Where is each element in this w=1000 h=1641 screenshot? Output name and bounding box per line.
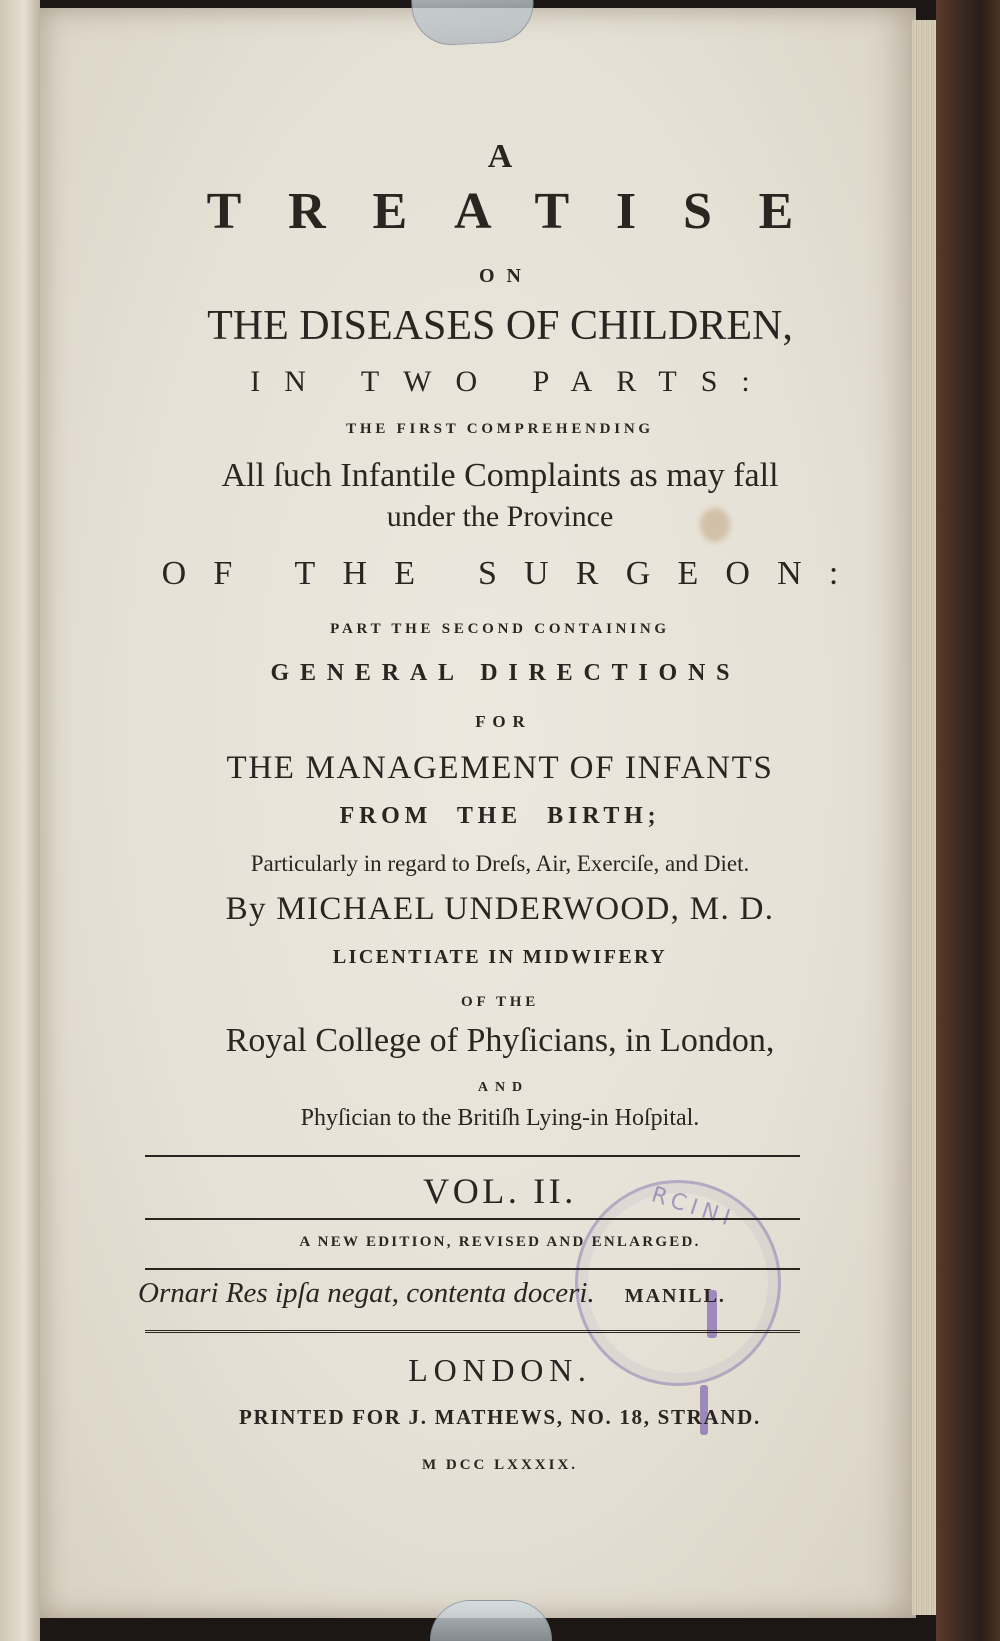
rule-above-motto xyxy=(145,1268,800,1270)
rule-below-volume xyxy=(145,1218,800,1220)
title-college: Royal College of Phyſicians, in London, xyxy=(225,1022,775,1059)
title-volume: VOL. II. xyxy=(423,1171,577,1211)
title-year: M DCC LXXXIX. xyxy=(421,1457,579,1473)
page-clip-bottom xyxy=(430,1600,552,1641)
rule-above-volume xyxy=(145,1155,800,1157)
title-motto-row xyxy=(138,1277,818,1317)
rule-double-below-motto xyxy=(145,1330,800,1337)
title-treatise: TREATISE xyxy=(206,183,841,240)
title-article: A xyxy=(487,138,513,175)
title-particularly: Particularly in regard to Dreſs, Air, Exerciſe, and Diet. xyxy=(250,851,750,876)
title-and: AND xyxy=(477,1080,530,1095)
title-management: THE MANAGEMENT OF INFANTS xyxy=(226,750,774,786)
title-complaints-line2: under the Province xyxy=(386,500,614,533)
title-for: FOR xyxy=(475,712,532,731)
title-parts: IN TWO PARTS: xyxy=(250,365,774,398)
title-author: By MICHAEL UNDERWOOD, M. D. xyxy=(225,891,775,927)
title-printer: PRINTED FOR J. MATHEWS, NO. 18, STRAND. xyxy=(239,1405,761,1429)
title-edition: A NEW EDITION, REVISED AND ENLARGED. xyxy=(299,1234,701,1250)
title-physician: Phyſician to the Britiſh Lying-in Hoſpital. xyxy=(300,1105,700,1131)
title-second-containing: PART THE SECOND CONTAINING xyxy=(330,621,670,637)
title-first-comprehending: THE FIRST COMPREHENDING xyxy=(346,421,654,437)
title-subject: THE DISEASES OF CHILDREN, xyxy=(207,303,793,349)
title-motto: Ornari Res ipſa negat, contenta doceri. xyxy=(138,1277,595,1309)
title-licentiate: LICENTIATE IN MIDWIFERY xyxy=(332,946,668,968)
title-on: ON xyxy=(479,265,533,287)
title-from-birth: FROM THE BIRTH; xyxy=(339,803,661,829)
library-stamp-text: RCINI xyxy=(648,1182,739,1233)
title-of-the: OF THE xyxy=(461,994,539,1010)
title-motto-source: MANILL. xyxy=(624,1285,726,1307)
title-city: LONDON. xyxy=(408,1352,592,1388)
title-general-directions: GENERAL DIRECTIONS xyxy=(270,660,741,686)
title-complaints-line1: All ſuch Infantile Complaints as may fall xyxy=(221,457,779,494)
title-surgeon: OF THE SURGEON: xyxy=(161,555,866,592)
